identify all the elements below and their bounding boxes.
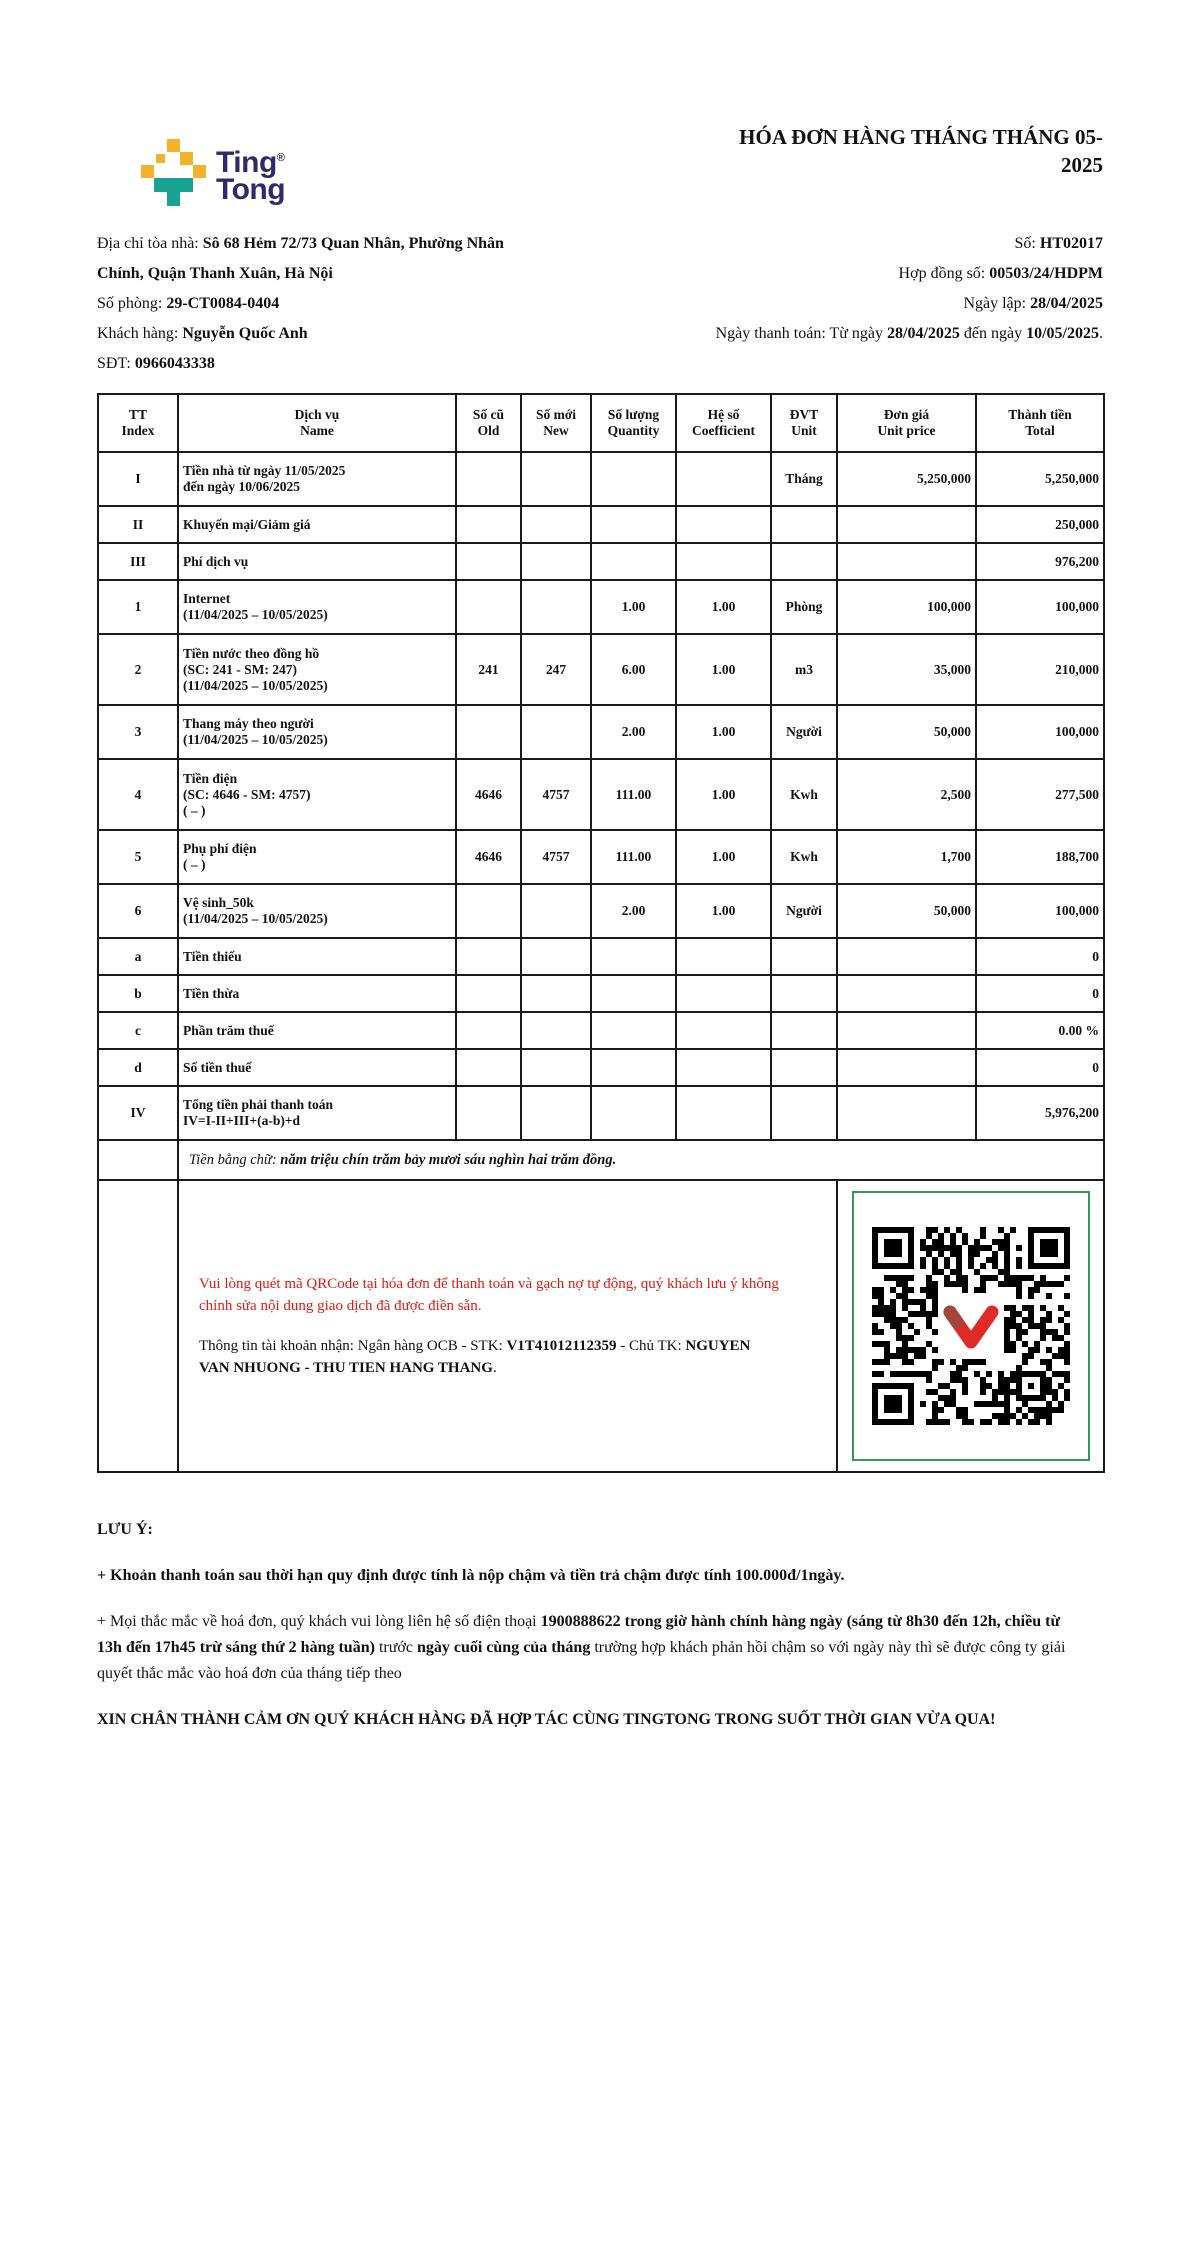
brand-line-2: Tong: [216, 173, 286, 206]
customer-info: [97, 229, 539, 379]
cell-coef: 1.00: [676, 830, 771, 884]
cell-unit: Kwh: [771, 830, 837, 884]
cell-new: [521, 938, 591, 975]
col-header: Thành tiền Total: [976, 394, 1104, 452]
cell-new: [521, 506, 591, 543]
qr-box: [852, 1191, 1090, 1461]
cell-coef: 1.00: [676, 634, 771, 705]
late-payment-note: + Khoản thanh toán sau thời hạn quy định được tính là nộp chậm và tiền trả chậm được tính 100.000đ/1ngày.: [97, 1567, 845, 1584]
cell-name: Phụ phí điện ( – ): [178, 830, 456, 884]
info-line: Ngày thanh toán: Từ ngày 28/04/2025 đến ngày 10/05/2025.: [715, 325, 1103, 342]
cell-unit: Kwh: [771, 759, 837, 830]
col-header: Số mới New: [521, 394, 591, 452]
cell-qty: 111.00: [591, 830, 676, 884]
cell-total: 277,500: [976, 759, 1104, 830]
cell-new: [521, 705, 591, 759]
cell-new: [521, 975, 591, 1012]
cell-old: 4646: [456, 759, 521, 830]
tingtong-logo-icon: [141, 139, 206, 207]
cell-index: 1: [98, 580, 178, 634]
table-row: [98, 884, 1104, 938]
invoice-info: [539, 229, 1103, 379]
cell-total: 5,976,200: [976, 1086, 1104, 1140]
logo-pixel: [180, 152, 193, 165]
col-header: Số lượng Quantity: [591, 394, 676, 452]
amount-in-words-cell: Tiền bằng chữ: năm triệu chín trăm bảy mươi sáu nghìn hai trăm đồng.: [178, 1140, 1104, 1180]
table-row: [98, 543, 1104, 580]
cell-qty: 1.00: [591, 580, 676, 634]
table-row: [98, 634, 1104, 705]
cell-old: [456, 580, 521, 634]
cell-new: [521, 580, 591, 634]
cell-qty: [591, 543, 676, 580]
cell-unit: [771, 1012, 837, 1049]
brand-line-1: Ting®: [216, 146, 285, 179]
cell-price: 50,000: [837, 705, 976, 759]
cell-qty: [591, 938, 676, 975]
cell-index: 6: [98, 884, 178, 938]
cell-index: a: [98, 938, 178, 975]
cell-coef: [676, 452, 771, 506]
cell-coef: [676, 975, 771, 1012]
cell-coef: 1.00: [676, 884, 771, 938]
cell-qty: 2.00: [591, 884, 676, 938]
cell-new: 4757: [521, 759, 591, 830]
cell-qty: [591, 506, 676, 543]
info-line: Hợp đồng số: 00503/24/HDPM: [898, 265, 1103, 282]
title-line: HÓA ĐƠN HÀNG THÁNG THÁNG 05-: [739, 125, 1103, 149]
logo-pixel: [154, 178, 193, 192]
payment-note-cell: [178, 1180, 837, 1472]
logo-pixel: [141, 165, 154, 178]
cell-index: II: [98, 506, 178, 543]
logo-pixel: [193, 165, 206, 178]
brand-logo: [141, 139, 285, 207]
col-header: Dịch vụ Name: [178, 394, 456, 452]
cell-name: Phí dịch vụ: [178, 543, 456, 580]
charges-table: [97, 393, 1105, 1473]
cell-name: Thang máy theo người (11/04/2025 – 10/05/2025): [178, 705, 456, 759]
cell-index: c: [98, 1012, 178, 1049]
amount-in-words-row: [98, 1140, 1104, 1180]
cell-old: [456, 938, 521, 975]
cell-total: 0: [976, 938, 1104, 975]
cell-name: Vệ sinh_50k (11/04/2025 – 10/05/2025): [178, 884, 456, 938]
cell-total: 210,000: [976, 634, 1104, 705]
cell-index: b: [98, 975, 178, 1012]
cell-index: d: [98, 1049, 178, 1086]
cell-name: Phần trăm thuế: [178, 1012, 456, 1049]
cell-old: 241: [456, 634, 521, 705]
cell-old: [456, 1086, 521, 1140]
qr-row: [98, 1180, 1104, 1472]
table-row: [98, 506, 1104, 543]
cell-name: Internet (11/04/2025 – 10/05/2025): [178, 580, 456, 634]
qr-instruction-text: Vui lòng quét mã QRCode tại hóa đơn để thanh toán và gạch nợ tự động, quý khách lưu ý không chỉnh sửa nội dung giao dịch đã được điền sẵn.: [199, 1276, 779, 1314]
table-header-row: [98, 394, 1104, 452]
cell-new: [521, 1086, 591, 1140]
cell-coef: [676, 1012, 771, 1049]
cell-index: 5: [98, 830, 178, 884]
table-row: [98, 759, 1104, 830]
cell-new: 247: [521, 634, 591, 705]
vietqr-code: [872, 1227, 1070, 1425]
cell-name: Tiền nước theo đồng hồ (SC: 241 - SM: 247) (11/04/2025 – 10/05/2025): [178, 634, 456, 705]
cell-price: [837, 938, 976, 975]
cell-unit: [771, 938, 837, 975]
cell-index: I: [98, 452, 178, 506]
cell-total: 250,000: [976, 506, 1104, 543]
cell-new: [521, 1049, 591, 1086]
cell-qty: 111.00: [591, 759, 676, 830]
page-title: [463, 123, 1103, 179]
table-row: [98, 1012, 1104, 1049]
cell-name: Tiền nhà từ ngày 11/05/2025 đến ngày 10/06/2025: [178, 452, 456, 506]
cell-index: 3: [98, 705, 178, 759]
cell-new: [521, 1012, 591, 1049]
cell-name: Tiền điện (SC: 4646 - SM: 4757) ( – ): [178, 759, 456, 830]
cell-price: [837, 1012, 976, 1049]
cell-old: 4646: [456, 830, 521, 884]
hotline-note: + Mọi thắc mắc về hoá đơn, quý khách vui lòng liên hệ số điện thoại 1900888622 trong giờ hành chính hàng ngày (sáng từ 8h30 đến 12h, chiều từ 13h đến 17h45 trừ sáng thứ 2 hàng tuần) trước ngày cuối cùng của tháng trường hợp khách phản hồi chậm so với ngày này thì sẽ được công ty giải quyết thắc mắc vào hoá đơn của tháng tiếp theo: [97, 1613, 1066, 1682]
cell-unit: Tháng: [771, 452, 837, 506]
col-header: Đơn giá Unit price: [837, 394, 976, 452]
cell-price: [837, 506, 976, 543]
cell-unit: [771, 1086, 837, 1140]
logo-pixel: [167, 192, 180, 206]
cell-price: 100,000: [837, 580, 976, 634]
cell-total: 100,000: [976, 580, 1104, 634]
cell-index: [98, 1180, 178, 1472]
cell-total: 188,700: [976, 830, 1104, 884]
invoice-footer: [97, 1517, 1103, 1733]
cell-unit: [771, 975, 837, 1012]
table-row: [98, 938, 1104, 975]
cell-old: [456, 975, 521, 1012]
cell-total: 976,200: [976, 543, 1104, 580]
invoice-header: [97, 0, 1103, 207]
cell-index: 4: [98, 759, 178, 830]
table-row: [98, 452, 1104, 506]
logo-pixel: [167, 139, 180, 152]
cell-total: 5,250,000: [976, 452, 1104, 506]
cell-coef: [676, 1086, 771, 1140]
info-line: SĐT: 0966043338: [97, 355, 215, 372]
table-row: [98, 1049, 1104, 1086]
table-row: [98, 580, 1104, 634]
table-row: [98, 975, 1104, 1012]
cell-new: 4757: [521, 830, 591, 884]
cell-total: 0.00 %: [976, 1012, 1104, 1049]
title-line: 2025: [1061, 153, 1103, 177]
cell-index: 2: [98, 634, 178, 705]
cell-coef: [676, 1049, 771, 1086]
table-row: [98, 705, 1104, 759]
cell-old: [456, 506, 521, 543]
cell-unit: Phòng: [771, 580, 837, 634]
cell-qty: [591, 1049, 676, 1086]
cell-qty: [591, 452, 676, 506]
cell-new: [521, 543, 591, 580]
cell-total: 100,000: [976, 705, 1104, 759]
table-row: [98, 1086, 1104, 1140]
cell-price: 2,500: [837, 759, 976, 830]
cell-old: [456, 1049, 521, 1086]
cell-coef: [676, 506, 771, 543]
cell-coef: 1.00: [676, 580, 771, 634]
cell-price: [837, 1049, 976, 1086]
cell-unit: [771, 1049, 837, 1086]
cell-unit: m3: [771, 634, 837, 705]
cell-old: [456, 543, 521, 580]
cell-coef: 1.00: [676, 759, 771, 830]
info-line: Địa chỉ tòa nhà: Sô 68 Hẻm 72/73 Quan Nhân, Phường Nhân Chính, Quận Thanh Xuân, Hà Nội: [97, 235, 504, 282]
col-header: ĐVT Unit: [771, 394, 837, 452]
cell-name: Tổng tiền phải thanh toán IV=I-II+III+(a-b)+d: [178, 1086, 456, 1140]
cell-new: [521, 884, 591, 938]
charges-table-host: [97, 393, 1103, 1473]
col-header: Hệ số Coefficient: [676, 394, 771, 452]
brand-wordmark: [216, 145, 286, 206]
cell-qty: 6.00: [591, 634, 676, 705]
info-line: Số phòng: 29-CT0084-0404: [97, 295, 280, 312]
cell-name: Tiền thừa: [178, 975, 456, 1012]
info-line: Số: HT02017: [1014, 235, 1103, 252]
cell-name: Số tiền thuế: [178, 1049, 456, 1086]
cell-old: [456, 1012, 521, 1049]
cell-old: [456, 452, 521, 506]
cell-coef: [676, 938, 771, 975]
cell-price: [837, 975, 976, 1012]
cell-price: [837, 1086, 976, 1140]
cell-qty: 2.00: [591, 705, 676, 759]
cell-price: 35,000: [837, 634, 976, 705]
cell-qty: [591, 1086, 676, 1140]
cell-name: Khuyến mại/Giảm giá: [178, 506, 456, 543]
cell-unit: [771, 506, 837, 543]
col-header: TT Index: [98, 394, 178, 452]
cell-price: 50,000: [837, 884, 976, 938]
cell-total: 0: [976, 1049, 1104, 1086]
cell-index: IV: [98, 1086, 178, 1140]
cell-unit: Người: [771, 705, 837, 759]
logo-pixel: [156, 154, 165, 163]
cell-coef: 1.00: [676, 705, 771, 759]
registered-mark: ®: [276, 152, 285, 164]
bank-account-text: Thông tin tài khoản nhận: Ngân hàng OCB - STK: V1T41012112359 - Chủ TK: NGUYEN VAN NHUONG - THU TIEN HANG THANG.: [199, 1338, 751, 1376]
cell-total: 100,000: [976, 884, 1104, 938]
cell-new: [521, 452, 591, 506]
cell-name: Tiền thiếu: [178, 938, 456, 975]
cell-coef: [676, 543, 771, 580]
qr-cell: [837, 1180, 1104, 1472]
cell-total: 0: [976, 975, 1104, 1012]
notes-heading: LƯU Ý:: [97, 1521, 153, 1538]
info-line: Khách hàng: Nguyễn Quốc Anh: [97, 325, 308, 342]
cell-unit: [771, 543, 837, 580]
thanks-note: XIN CHÂN THÀNH CẢM ƠN QUÝ KHÁCH HÀNG ĐÃ HỢP TÁC CÙNG TINGTONG TRONG SUỐT THỜI GIAN VỪA QUA!: [97, 1711, 996, 1728]
cell-old: [456, 705, 521, 759]
cell-qty: [591, 1012, 676, 1049]
invoice-meta: [97, 229, 1103, 379]
col-header: Số cũ Old: [456, 394, 521, 452]
cell-index: III: [98, 543, 178, 580]
cell-index: [98, 1140, 178, 1180]
cell-unit: Người: [771, 884, 837, 938]
info-line: Ngày lập: 28/04/2025: [963, 295, 1103, 312]
cell-price: 1,700: [837, 830, 976, 884]
cell-qty: [591, 975, 676, 1012]
cell-old: [456, 884, 521, 938]
table-row: [98, 830, 1104, 884]
cell-price: 5,250,000: [837, 452, 976, 506]
cell-price: [837, 543, 976, 580]
